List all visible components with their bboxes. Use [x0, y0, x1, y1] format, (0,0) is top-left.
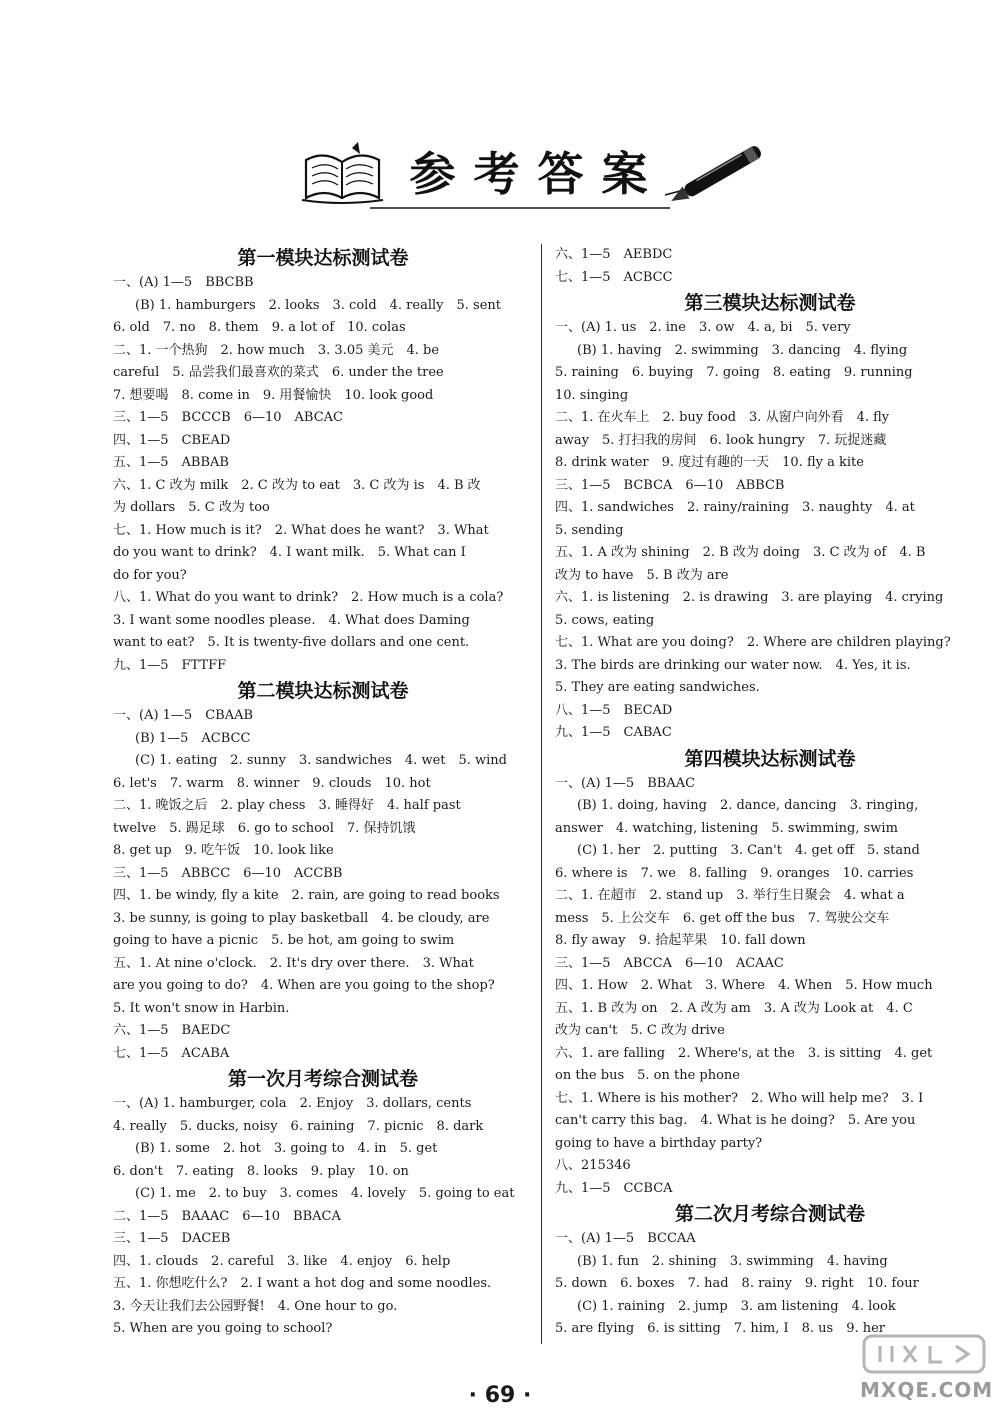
answer-line: 5. are flying 6. is sitting 7. him, I 8. us 9. her	[555, 1321, 886, 1336]
answer-line: 6. let's 7. warm 8. winner 9. clouds 10. hot	[113, 775, 431, 791]
answer-line: 九、1—5 CCBCA	[555, 1180, 673, 1196]
answer-line: 五、1. At nine o'clock. 2. It's dry over there. 3. What	[113, 955, 474, 971]
answer-line: are you going to do? 4. When are you going to the shop?	[113, 978, 495, 993]
answer-line: 改为 can't 5. C 改为 drive	[555, 1023, 725, 1038]
answer-line: mess 5. 上公交车 6. get off the bus 7. 驾驶公交车	[555, 910, 890, 926]
answer-line: 6. where is 7. we 8. falling 9. oranges 10. carries	[555, 865, 914, 881]
answer-line: 3. The birds are drinking our water now. 4. Yes, it is.	[555, 657, 911, 673]
page-header	[0, 0, 1000, 235]
answer-line: 六、1—5 AEBDC	[555, 247, 673, 262]
answer-line: 九、1—5 FTTFF	[113, 657, 227, 673]
answer-line: 3. I want some noodles please. 4. What does Daming	[113, 612, 470, 628]
answer-line: 5. When are you going to school?	[113, 1321, 333, 1336]
answer-line: (C) 1. her 2. putting 3. Can't 4. get off 5. stand	[577, 843, 920, 858]
answer-line: 三、1—5 DACEB	[113, 1231, 231, 1246]
answer-line: 8. fly away 9. 拾起苹果 10. fall down	[555, 933, 806, 948]
answer-line: (B) 1—5 ACBCC	[135, 730, 251, 746]
answer-line: 一、(A) 1. hamburger, cola 2. Enjoy 3. dollars, cents	[113, 1096, 472, 1111]
watermark-logo-icon	[860, 1330, 990, 1378]
answers-left-column	[113, 244, 533, 1341]
answer-line: 一、(A) 1. us 2. ine 3. ow 4. a, bi 5. very	[555, 320, 851, 335]
answer-line: (B) 1. fun 2. shining 3. swimming 4. having	[577, 1253, 888, 1269]
answer-line: 二、1. 在超市 2. stand up 3. 举行生日聚会 4. what a	[555, 888, 905, 903]
answer-line: (B) 1. some 2. hot 3. going to 4. in 5. get	[135, 1141, 438, 1156]
answer-line: 二、1. 在火车上 2. buy food 3. 从窗户向外看 4. fly	[555, 410, 890, 425]
answer-line: do for you?	[113, 567, 187, 583]
answer-line: 5. cows, eating	[555, 612, 655, 628]
answer-line: 改为 to have 5. B 改为 are	[555, 567, 729, 583]
answer-line: 六、1. C 改为 milk 2. C 改为 to eat 3. C 改为 is 4. B 改	[113, 477, 481, 493]
answer-line: 三、1—5 ABBCC 6—10 ACCBB	[113, 865, 343, 881]
answer-line: going to have a picnic 5. be hot, am going to swim	[113, 933, 455, 948]
watermark	[860, 1330, 994, 1410]
answer-line: 八、1—5 BECAD	[555, 702, 673, 718]
answer-line: 8. get up 9. 吃午饭 10. look like	[113, 843, 334, 858]
answer-line: 5. down 6. boxes 7. had 8. rainy 9. right 10. four	[555, 1276, 919, 1291]
answer-line: careful 5. 品尝我们最喜欢的菜式 6. under the tree	[113, 365, 444, 380]
answer-line: can't carry this bag. 4. What is he doing? 5. Are you	[555, 1113, 916, 1128]
answer-line: 四、1. be windy, fly a kite 2. rain, are going to read books	[113, 888, 500, 903]
answer-line: 四、1—5 CBEAD	[113, 432, 231, 448]
answer-line: 一、(A) 1—5 BBAAC	[555, 775, 696, 791]
answer-line: 三、1—5 ABCCA 6—10 ACAAC	[555, 955, 784, 971]
answer-line: 七、1—5 ACABA	[113, 1045, 230, 1061]
answer-line: (B) 1. hamburgers 2. looks 3. cold 4. really 5. sent	[135, 297, 501, 313]
answer-line: 5. They are eating sandwiches.	[555, 680, 760, 695]
section-title: 第二次月考综合测试卷	[674, 1203, 865, 1225]
answer-line: 三、1—5 BCBCA 6—10 ABBCB	[555, 477, 785, 493]
answer-line: answer 4. watching, listening 5. swimming, swim	[555, 820, 898, 836]
answer-line: 八、1. What do you want to drink? 2. How much is a cola?	[113, 590, 504, 605]
answer-line: 一、(A) 1—5 BBCBB	[113, 275, 254, 290]
answer-line: 四、1. How 2. What 3. Where 4. When 5. How much	[555, 978, 933, 993]
answer-line: 七、1. Where is his mother? 2. Who will help me? 3. I	[555, 1090, 924, 1106]
answer-line: want to eat? 5. It is twenty-five dollars and one cent.	[113, 635, 470, 650]
answer-line: twelve 5. 踢足球 6. go to school 7. 保持饥饿	[113, 820, 416, 836]
answer-line: 七、1. How much is it? 2. What does he want? 3. What	[113, 522, 489, 538]
answer-line: 一、(A) 1—5 BCCAA	[555, 1231, 696, 1246]
answer-line: 10. singing	[555, 387, 629, 403]
answer-line: on the bus 5. on the phone	[555, 1068, 740, 1083]
page-title: 参考答案	[409, 147, 666, 201]
section-title: 第四模块达标测试卷	[684, 747, 856, 770]
answer-line: 七、1—5 ACBCC	[555, 269, 673, 285]
section-title: 第二模块达标测试卷	[237, 680, 409, 702]
answer-line: do you want to drink? 4. I want milk. 5. What can I	[113, 545, 466, 560]
open-book-icon	[300, 140, 385, 205]
pen-icon	[655, 125, 780, 205]
answer-line: 6. old 7. no 8. them 9. a lot of 10. colas	[113, 320, 406, 335]
answer-line: 为 dollars 5. C 改为 too	[113, 500, 270, 515]
answer-line: (C) 1. raining 2. jump 3. am listening 4. look	[577, 1298, 896, 1314]
section-title: 第一模块达标测试卷	[237, 247, 409, 269]
answer-line: 8. drink water 9. 度过有趣的一天 10. fly a kite	[555, 455, 864, 470]
answer-line: 6. don't 7. eating 8. looks 9. play 10. on	[113, 1163, 409, 1179]
answer-line: (B) 1. having 2. swimming 3. dancing 4. flying	[577, 342, 908, 358]
answer-line: 五、1. A 改为 shining 2. B 改为 doing 3. C 改为 of 4. B	[555, 545, 926, 560]
answers-right-column	[555, 244, 985, 1341]
answer-line: 六、1. is listening 2. is drawing 3. are playing 4. crying	[555, 590, 944, 605]
answer-line: 三、1—5 BCCCB 6—10 ABCAC	[113, 410, 344, 425]
answer-line: 五、1—5 ABBAB	[113, 455, 229, 470]
answer-line: away 5. 打扫我的房间 6. look hungry 7. 玩捉迷藏	[555, 432, 887, 448]
answer-line: 五、1. B 改为 on 2. A 改为 am 3. A 改为 Look at 4. C	[555, 1000, 913, 1016]
answer-line: (C) 1. me 2. to buy 3. comes 4. lovely 5. going to eat	[135, 1186, 515, 1201]
title-underline	[370, 205, 670, 211]
answer-line: 九、1—5 CABAC	[555, 725, 672, 740]
answer-line: 七、1. What are you doing? 2. Where are children playing?	[555, 635, 951, 650]
answer-line: 四、1. sandwiches 2. rainy/raining 3. naughty 4. at	[555, 500, 915, 515]
answer-line: (C) 1. eating 2. sunny 3. sandwiches 4. wet 5. wind	[135, 753, 507, 768]
answer-line: (B) 1. doing, having 2. dance, dancing 3. ringing,	[577, 798, 919, 813]
answer-line: 二、1. 晚饭之后 2. play chess 3. 睡得好 4. half past	[113, 798, 461, 813]
answer-line: 四、1. clouds 2. careful 3. like 4. enjoy 6. help	[113, 1253, 451, 1269]
answer-line: 7. 想要喝 8. come in 9. 用餐愉快 10. look good	[113, 387, 434, 403]
answer-line: 二、1—5 BAAAC 6—10 BBACA	[113, 1208, 341, 1224]
answer-line: 4. really 5. ducks, noisy 6. raining 7. picnic 8. dark	[113, 1118, 484, 1134]
answer-line: 5. It won't snow in Harbin.	[113, 1000, 290, 1016]
column-divider	[541, 244, 542, 1344]
watermark-text: MXQE.COM	[860, 1378, 994, 1402]
answer-line: 二、1. 一个热狗 2. how much 3. 3.05 美元 4. be	[113, 342, 440, 358]
answer-line: 五、1. 你想吃什么? 2. I want a hot dog and some noodles.	[113, 1276, 492, 1291]
answer-line: 3. be sunny, is going to play basketball 4. be cloudy, are	[113, 910, 490, 926]
answer-line: 3. 今天让我们去公园野餐! 4. One hour to go.	[113, 1298, 398, 1314]
section-title: 第一次月考综合测试卷	[227, 1068, 418, 1090]
section-title: 第三模块达标测试卷	[684, 292, 856, 314]
answer-line: going to have a birthday party?	[555, 1135, 763, 1151]
answer-line: 六、1—5 BAEDC	[113, 1023, 231, 1038]
answer-line: 5. sending	[555, 522, 624, 538]
answer-line: 5. raining 6. buying 7. going 8. eating 9. running	[555, 365, 913, 380]
answer-line: 八、215346	[555, 1158, 631, 1173]
answer-line: 一、(A) 1—5 CBAAB	[113, 708, 254, 723]
page-number: · 69 ·	[468, 1383, 532, 1408]
answer-line: 六、1. are falling 2. Where's, at the 3. is sitting 4. get	[555, 1045, 933, 1061]
